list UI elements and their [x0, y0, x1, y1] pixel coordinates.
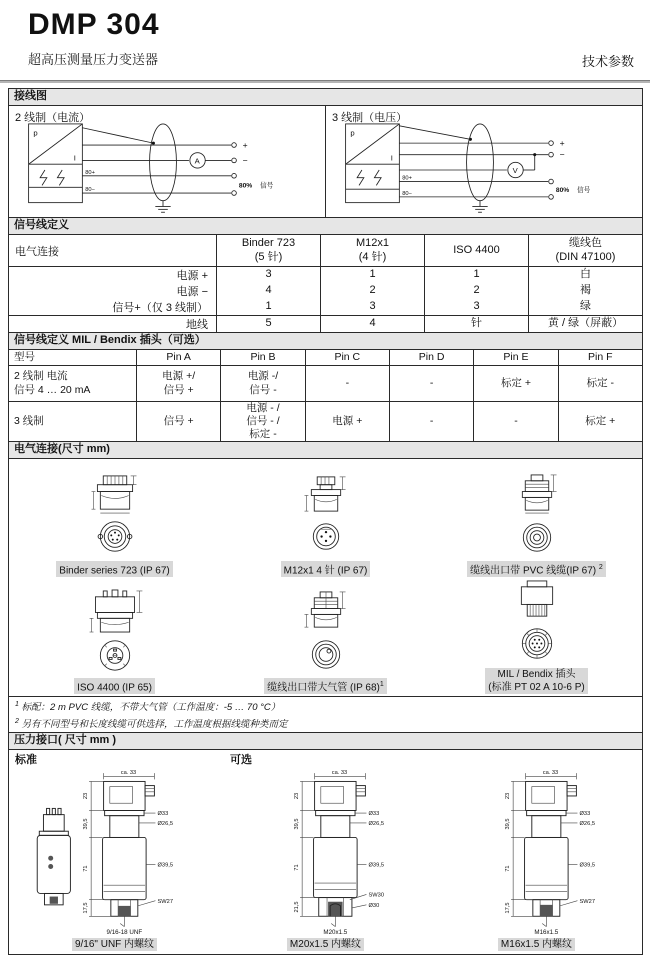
col-binder723 — [217, 235, 321, 266]
ground-iso: 针 — [425, 316, 529, 332]
dim-d33: Ø33 — [157, 811, 168, 818]
iso-values — [425, 267, 529, 315]
cell-value: 2 — [369, 284, 376, 297]
dim-d26: Ø26,5 — [368, 821, 384, 827]
caption-text-line2: (标准 PT 02 A 10-6 P) — [488, 682, 585, 694]
dim-top-width: ca. 33 — [542, 770, 558, 777]
fig-pvc-cable — [431, 460, 642, 578]
ground-row — [9, 316, 642, 332]
wiring-2wire-cell — [9, 106, 325, 217]
ground-binder: 5 — [217, 316, 321, 332]
dim-hex: SW27 — [157, 898, 173, 905]
pressure-variant-labels — [9, 750, 642, 768]
col-m12x1 — [321, 235, 425, 266]
dim-hex: SW30 — [368, 892, 384, 899]
wiring-2wire-diagram — [13, 122, 313, 218]
drawing-unf — [9, 768, 220, 954]
dim-h1: 23 — [82, 792, 89, 800]
dim-d26: Ø26,5 — [579, 821, 595, 827]
wire-80plus-label: 80+ — [402, 175, 413, 182]
caption-binder723 — [56, 561, 172, 577]
product-title: DMP 304 — [28, 8, 160, 41]
wiring-3wire-label: 3 线制（电压） — [332, 112, 408, 124]
footnote-1 — [15, 698, 636, 714]
dim-h4: 17,5 — [82, 902, 89, 914]
pin-line: 电源 - / — [246, 402, 280, 414]
ground-m12: 4 — [321, 316, 425, 332]
mil-2wire-pina — [137, 366, 221, 401]
dim-port: Ø30 — [368, 902, 379, 909]
signal-row-labels — [9, 267, 217, 315]
mil-3wire-pine: - — [474, 402, 558, 441]
dim-h3: 71 — [504, 865, 511, 872]
footnote-1-sup: 1 — [15, 701, 19, 709]
dim-top-width: ca. 33 — [120, 770, 136, 777]
iso4400-drawing — [50, 589, 180, 677]
mil-table — [9, 350, 642, 442]
footnote-1-text: 标配：2 m PVC 线缆，不带大气管（工作温度：-5 … 70 °C） — [21, 702, 281, 714]
dim-hex: SW27 — [579, 898, 595, 905]
col-electrical-connection: 电气连接 — [9, 235, 217, 266]
caption-text-line1: MIL / Bendix 插头 — [497, 669, 576, 681]
pct-signal-value: 80% — [238, 182, 253, 190]
terminal-minus-label: − — [559, 149, 565, 160]
cell-value: 3 — [265, 268, 272, 281]
caption-unf: 9/16" UNF 内螺纹 — [72, 938, 157, 951]
m12x1-drawing — [261, 472, 391, 560]
pin-line: 电源 +/ — [162, 370, 196, 383]
mil-col-pinf: Pin F — [588, 350, 613, 363]
connector-row-1 — [9, 460, 642, 578]
section-signal-title: 信号线定义 — [9, 218, 642, 235]
col-m12x1-l1: M12x1 — [355, 236, 390, 249]
header-right-label: 技术参数 — [581, 54, 634, 69]
footnote-2-sup: 2 — [15, 717, 19, 725]
mil-3wire-model: 3 线制 — [9, 402, 137, 441]
pin-line: 标定 - — [249, 428, 277, 441]
wiring-diagrams — [9, 106, 642, 218]
footnote-2 — [15, 715, 636, 731]
mil-col-pina: Pin A — [137, 350, 221, 365]
signal-table — [9, 235, 642, 333]
transmitter-i-label: I — [73, 153, 76, 163]
pressure-drawings-row — [9, 768, 642, 954]
mil-2wire-pine: 标定 + — [474, 366, 558, 401]
wire-80minus-label: 80− — [402, 190, 413, 197]
dim-h1: 23 — [504, 792, 511, 800]
wiring-3wire-cell — [325, 106, 642, 217]
caption-text: 缆线出口带大气管 (IP 68) — [267, 682, 380, 694]
dim-d39: Ø39,5 — [368, 862, 384, 869]
dim-h2: 39,5 — [504, 818, 511, 830]
mil-row-3wire — [9, 402, 642, 441]
dim-h4: 17,5 — [504, 902, 511, 914]
dim-h2: 39,5 — [293, 818, 300, 830]
ground-label: 地线 — [9, 316, 217, 332]
dim-top-width: ca. 33 — [331, 770, 347, 777]
wiring-3wire-diagram — [330, 122, 630, 218]
cell-value: 1 — [369, 268, 376, 281]
dim-thread: M16x1.5 — [533, 928, 558, 936]
mil-table-header — [9, 350, 642, 366]
caption-pvc-cable — [467, 561, 606, 577]
dim-h2: 39,5 — [82, 818, 89, 830]
caption-text: ISO 4400 (IP 65) — [77, 682, 152, 694]
terminal-minus-label: − — [242, 155, 248, 166]
ammeter-label: A — [194, 156, 200, 166]
dim-thread: 9/16-18 UNF — [106, 928, 142, 936]
caption-text: 缆线出口带 PVC 线缆(IP 67) — [470, 564, 597, 576]
dim-d33: Ø33 — [579, 811, 590, 818]
col-iso4400 — [425, 235, 529, 266]
mil-col-pinb: Pin B — [221, 350, 305, 365]
row-power-minus: 电源 − — [176, 286, 208, 298]
header-rule — [0, 80, 650, 83]
col-binder723-l2: (5 针) — [254, 250, 283, 263]
footnote-2-text: 另有不同型号和长度线缆可供选择，工作温度根据线缆种类而定 — [21, 718, 288, 730]
model-line: 信号 4 … 20 mA — [14, 383, 91, 396]
dim-h4: 21,5 — [293, 901, 300, 913]
vented-cable-drawing — [261, 589, 391, 677]
row-signal-plus: 信号+（仅 3 线制） — [112, 302, 208, 314]
cell-value: 3 — [369, 300, 376, 313]
mil-2wire-pinf: 标定 - — [586, 376, 615, 389]
mil-col-pine: Pin E — [474, 350, 558, 365]
caption-text: Binder series 723 (IP 67) — [59, 564, 170, 576]
mil-2wire-model — [9, 366, 137, 401]
section-wiring-title: 接线图 — [9, 89, 642, 106]
unf-port-drawing — [15, 769, 215, 937]
col-binder723-l1: Binder 723 — [241, 236, 296, 249]
terminal-plus-label: + — [242, 139, 248, 150]
dim-d39: Ø39,5 — [579, 862, 595, 869]
cell-value: 绿 — [580, 300, 591, 313]
mil-2wire-pind: - — [390, 366, 474, 401]
dim-d26: Ø26,5 — [157, 821, 173, 827]
m16-port-drawing — [437, 769, 637, 937]
pin-line: 信号 - / — [246, 415, 280, 428]
col-cable-color-l2: (DIN 47100) — [555, 250, 616, 263]
pct-signal-label: 信号 — [576, 187, 591, 195]
fig-mil-bendix — [431, 578, 642, 696]
row-power-plus: 电源 + — [176, 270, 208, 282]
transmitter-p-label: p — [33, 128, 38, 138]
mil-3wire-pind: - — [390, 402, 474, 441]
col-iso4400-l1: ISO 4400 — [453, 243, 500, 256]
pct-signal-value: 80% — [555, 187, 570, 195]
cell-value: 1 — [265, 300, 272, 313]
caption-vented-cable — [264, 678, 387, 694]
dim-d39: Ø39,5 — [157, 862, 173, 869]
terminal-plus-label: + — [559, 138, 565, 148]
fig-m12x1 — [220, 460, 431, 578]
mil-2wire-pinb — [221, 366, 305, 401]
cell-value: 白 — [580, 268, 591, 281]
transmitter-i-label: I — [390, 153, 393, 163]
caption-m12x1 — [281, 561, 371, 577]
section-elec-title: 电气连接(尺寸 mm) — [9, 442, 642, 459]
mil-3wire-pinc: 电源 + — [306, 402, 390, 441]
cell-value: 褐 — [580, 284, 591, 297]
dim-h3: 71 — [293, 864, 300, 871]
connector-figures — [9, 459, 642, 697]
section-mil-title: 信号线定义 MIL / Bendix 插头（可选） — [9, 333, 642, 350]
datasheet-frame — [8, 88, 643, 955]
pressure-section — [9, 750, 642, 954]
connector-row-2 — [9, 578, 642, 696]
wire-80minus-label: 80− — [85, 187, 96, 194]
mil-2wire-pinc: - — [306, 366, 390, 401]
fig-iso4400 — [9, 578, 220, 696]
mil-row-2wire — [9, 366, 642, 402]
footnotes — [9, 697, 642, 732]
cell-value: 1 — [473, 268, 480, 281]
ground-color: 黄 / 绿（屏蔽） — [547, 317, 624, 330]
mil-col-pind: Pin D — [390, 350, 474, 365]
pvc-cable-drawing — [472, 472, 602, 560]
dim-h1: 23 — [293, 792, 300, 800]
product-subtitle: 超高压测量压力变送器 — [28, 52, 159, 67]
pin-line: 信号 + — [163, 383, 194, 396]
mil-bendix-drawing — [472, 579, 602, 667]
cell-value: 2 — [473, 284, 480, 297]
caption-mil-bendix — [485, 668, 588, 694]
signal-table-body — [9, 267, 642, 316]
mil-col-model: 型号 — [9, 350, 137, 365]
cell-value: 4 — [265, 284, 272, 297]
caption-text: M12x1 4 针 (IP 67) — [283, 564, 368, 576]
caption-m20: M20x1.5 内螺纹 — [287, 938, 364, 951]
m12-values — [321, 267, 425, 315]
page-header — [0, 0, 650, 78]
binder723-drawing — [50, 472, 180, 560]
dim-thread: M20x1.5 — [322, 928, 347, 936]
section-pressure-title: 压力接口( 尺寸 mm ) — [9, 733, 642, 750]
pin-line: 电源 -/ — [247, 370, 279, 383]
m20-port-drawing — [226, 769, 426, 937]
voltmeter-label: V — [512, 165, 518, 175]
caption-iso4400 — [74, 678, 155, 694]
mil-3wire-pinb — [221, 402, 305, 441]
drawing-m20 — [220, 768, 431, 954]
caption-sup: 2 — [598, 563, 603, 571]
mil-3wire-pina: 信号 + — [137, 402, 221, 441]
binder-values — [217, 267, 321, 315]
drawing-m16 — [431, 768, 642, 954]
optional-label: 可选 — [230, 753, 252, 766]
caption-sup: 1 — [379, 681, 384, 689]
signal-table-header — [9, 235, 642, 267]
fig-vented-cable — [220, 578, 431, 696]
standard-label: 标准 — [15, 753, 37, 766]
dim-d33: Ø33 — [368, 811, 379, 818]
wire-80plus-label: 80+ — [85, 169, 96, 176]
cell-value: 3 — [473, 300, 480, 313]
mil-col-pinc: Pin C — [306, 350, 390, 365]
col-m12x1-l2: (4 针) — [358, 250, 387, 263]
model-line: 2 线制 电流 — [14, 369, 68, 382]
color-values — [529, 267, 642, 315]
transmitter-p-label: p — [350, 128, 355, 138]
dim-h3: 71 — [82, 865, 89, 872]
wiring-2wire-label: 2 线制（电流） — [15, 112, 91, 124]
pin-line: 信号 - — [249, 383, 277, 396]
col-cable-color — [529, 235, 642, 266]
caption-m16: M16x1.5 内螺纹 — [498, 938, 575, 951]
mil-3wire-pinf: 标定 + — [585, 415, 616, 428]
pct-signal-label: 信号 — [259, 182, 274, 190]
fig-binder723 — [9, 460, 220, 578]
col-cable-color-l1: 缆线色 — [569, 236, 602, 249]
